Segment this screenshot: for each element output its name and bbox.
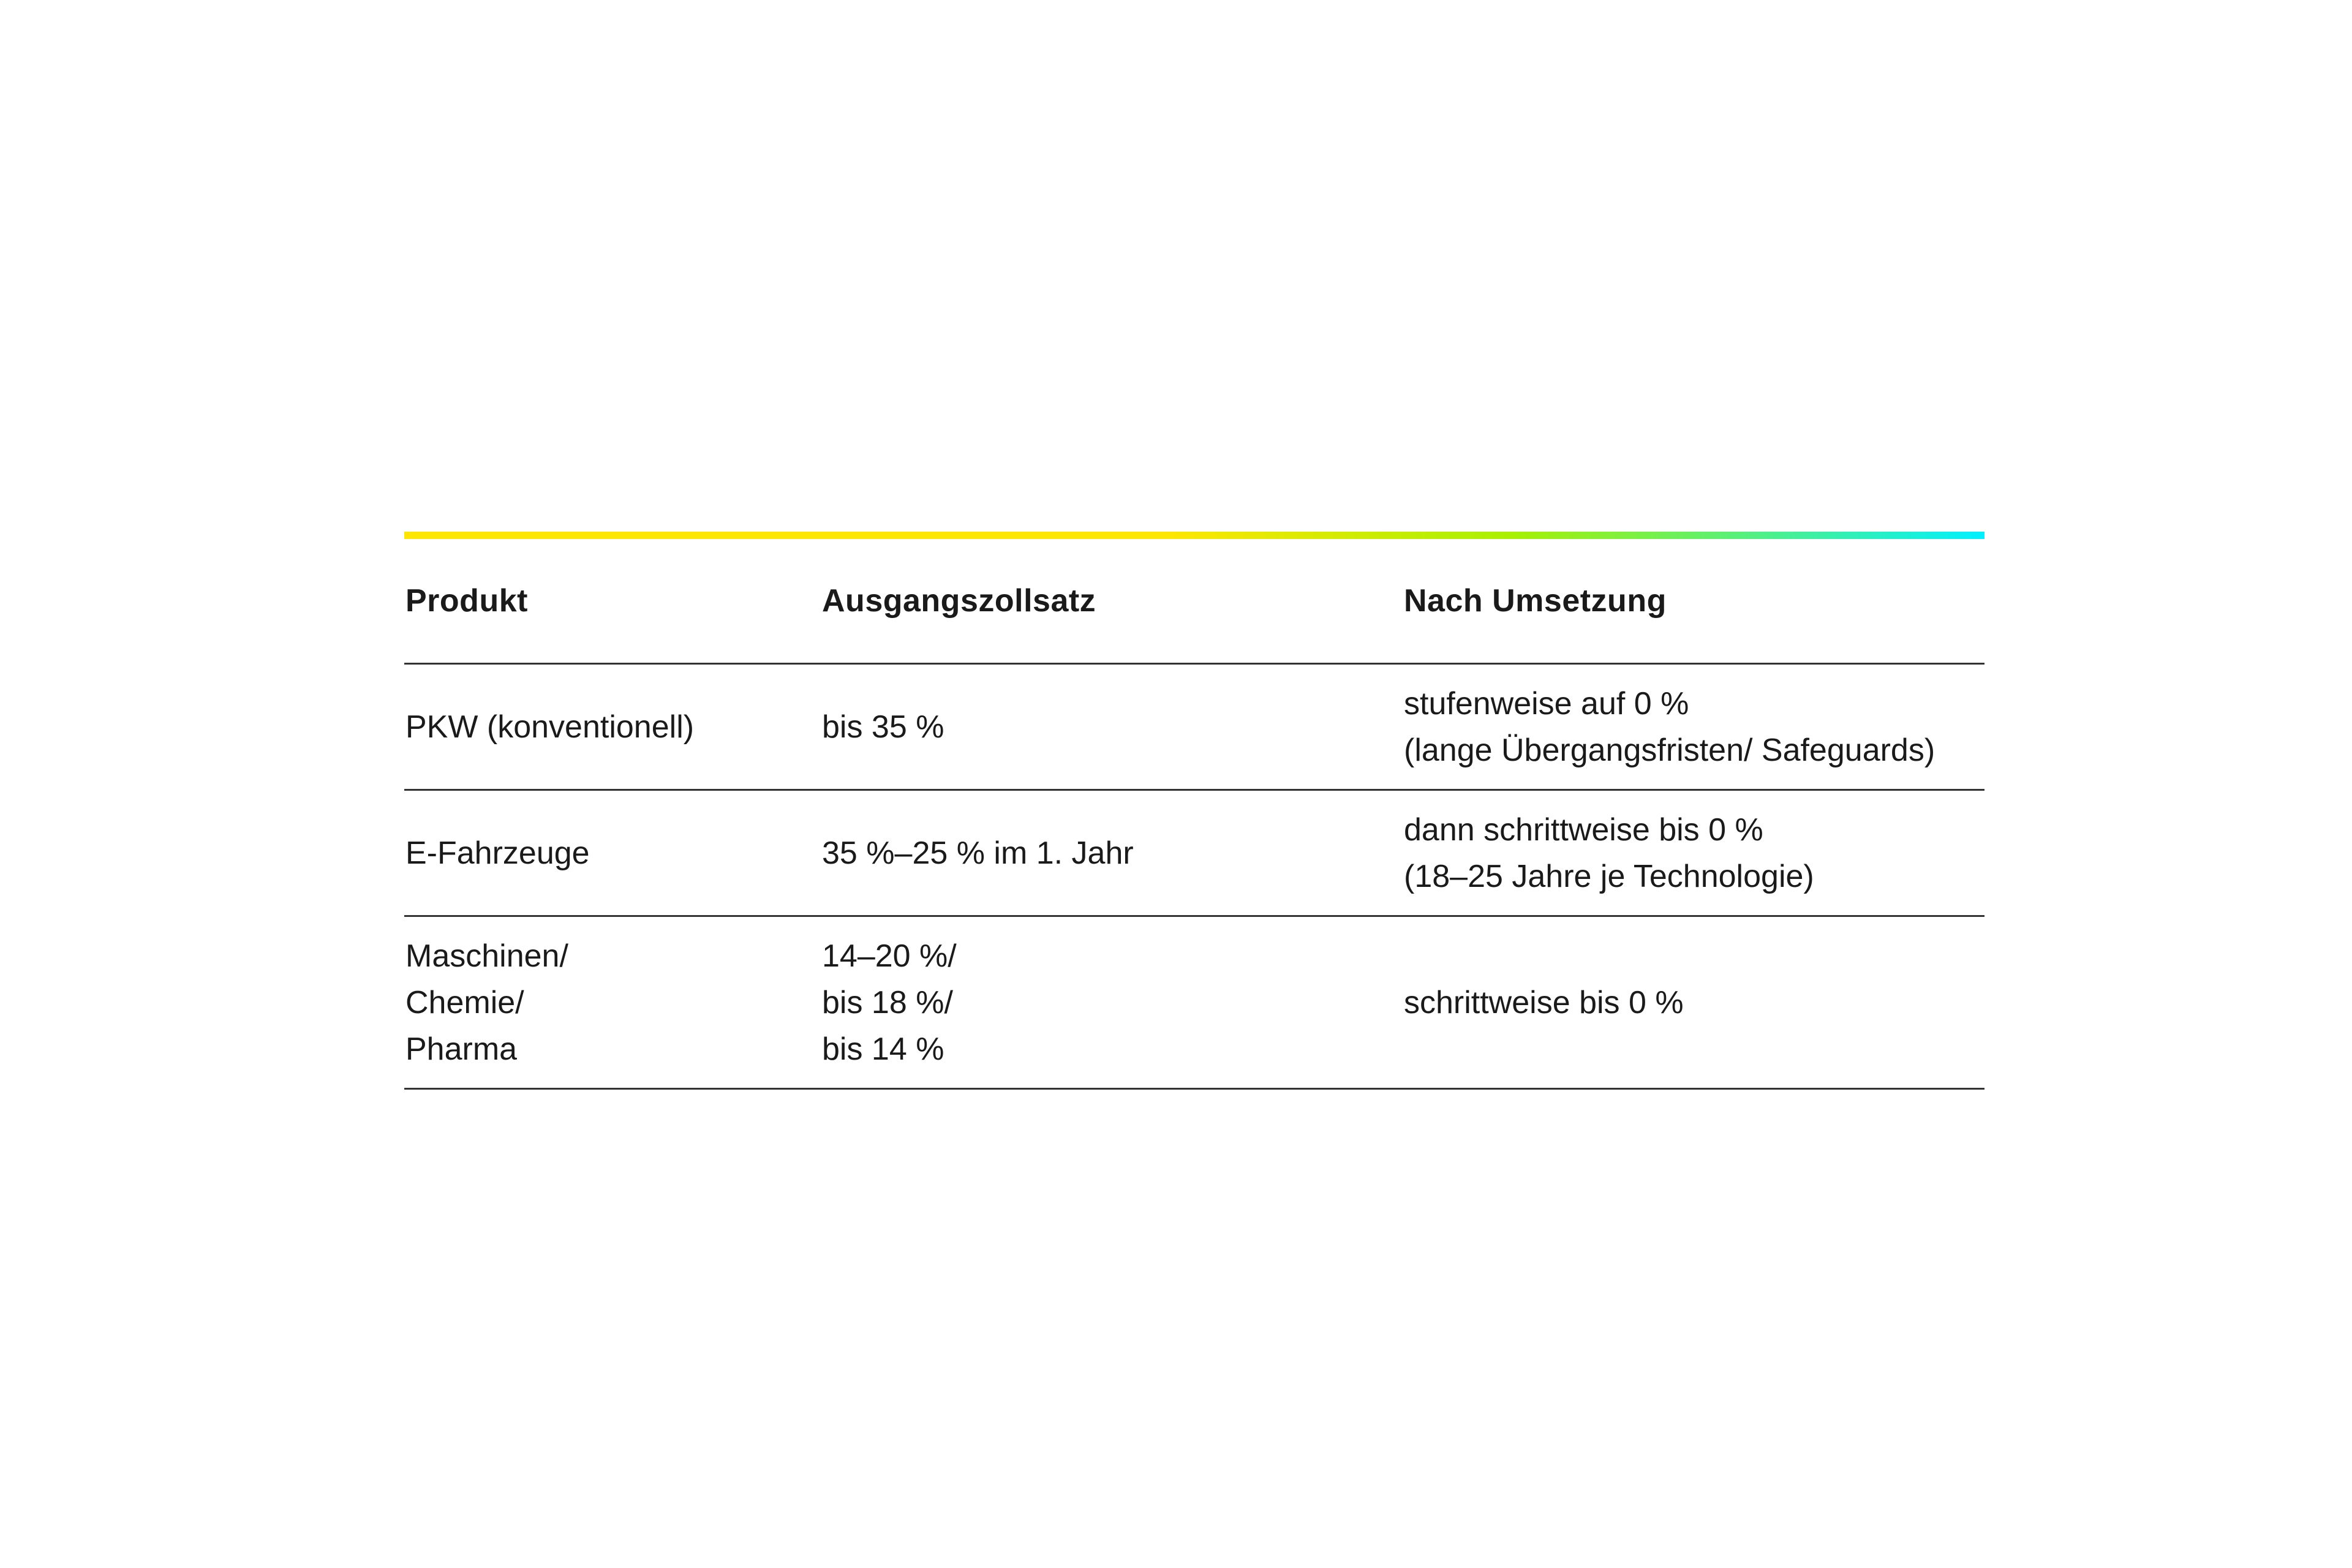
cell-product: E-Fahrzeuge (405, 835, 590, 871)
table-row (404, 665, 1985, 791)
cell-product: Maschinen/ Chemie/ Pharma (405, 938, 568, 1067)
cell-after-implementation: stufenweise auf 0 % (lange Übergangsfristen/ Safeguards) (1404, 685, 1936, 768)
header-ausgangszollsatz: Ausgangszollsatz (822, 583, 1096, 619)
header-nach-umsetzung: Nach Umsetzung (1404, 583, 1667, 619)
cell-initial-rate: 14–20 %/ bis 18 %/ bis 14 % (822, 938, 957, 1067)
table-row (404, 791, 1985, 917)
cell-initial-rate: 35 %–25 % im 1. Jahr (822, 835, 1134, 871)
cell-product: PKW (konventionell) (405, 709, 695, 745)
cell-after-implementation: dann schrittweise bis 0 % (18–25 Jahre je Technologie) (1404, 812, 1814, 894)
cell-initial-rate: bis 35 % (822, 709, 944, 745)
header-produkt: Produkt (405, 583, 528, 619)
table-header-row (404, 539, 1985, 665)
gradient-accent-bar (404, 532, 1985, 539)
tariff-table (404, 532, 1985, 1090)
cell-after-implementation: schrittweise bis 0 % (1404, 984, 1684, 1020)
table-row (404, 917, 1985, 1090)
